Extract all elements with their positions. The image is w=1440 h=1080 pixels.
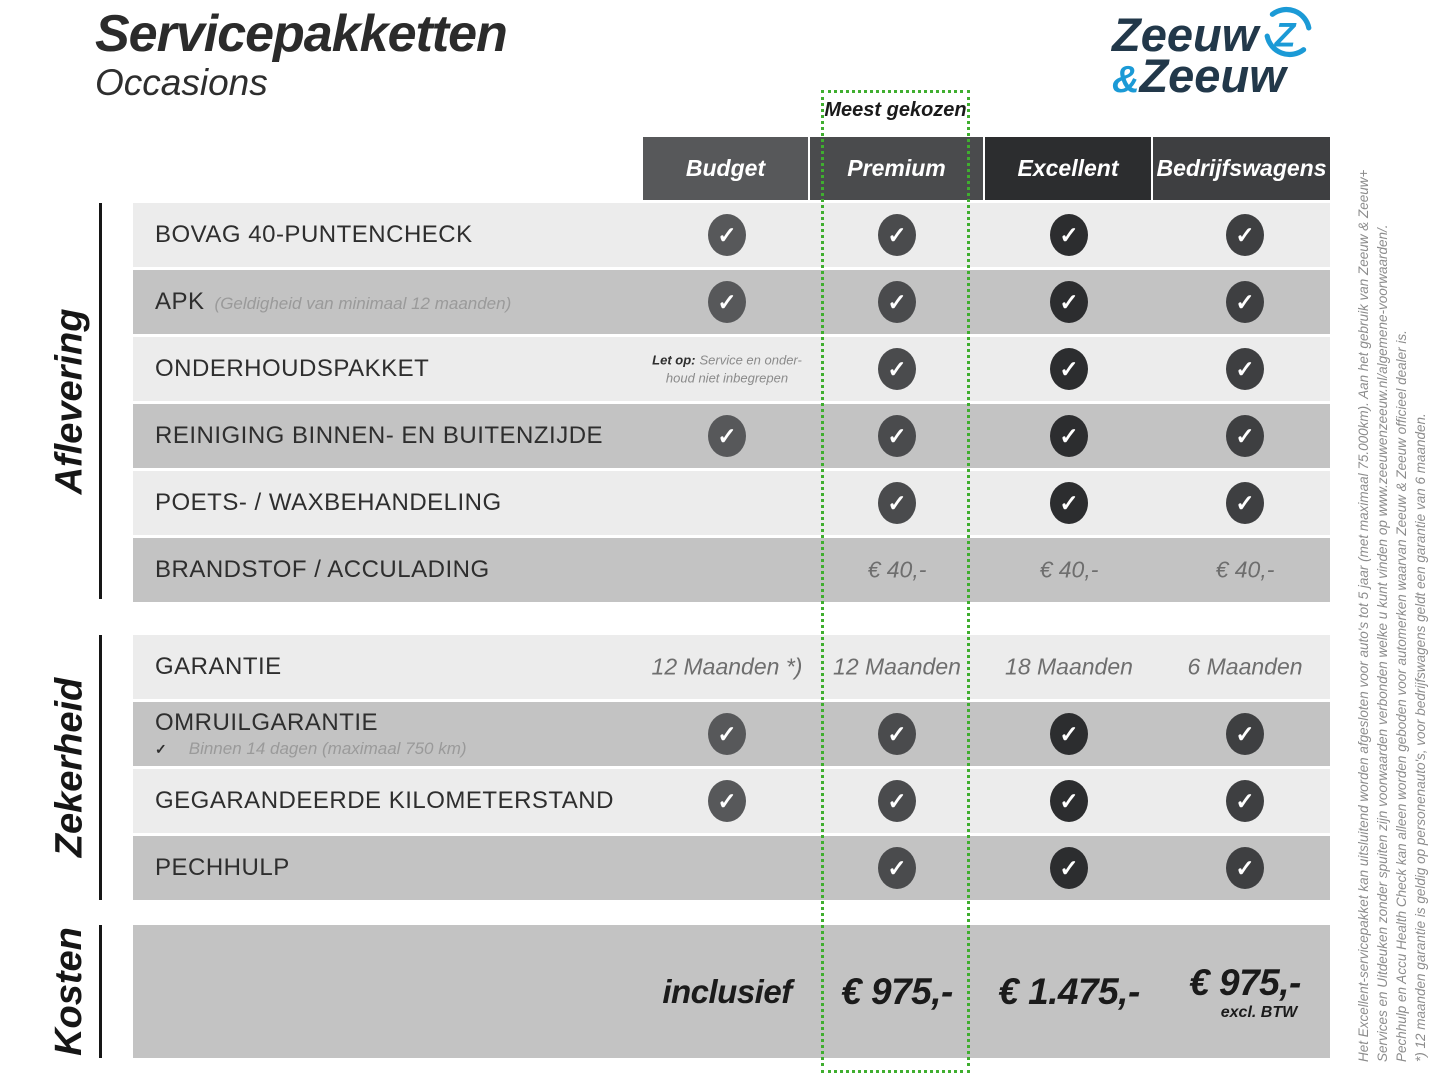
check-glyph: ✓ — [717, 422, 737, 449]
footer-price-value: € 975,- — [841, 970, 953, 1012]
check-icon — [708, 281, 746, 323]
check-glyph: ✓ — [1059, 720, 1079, 747]
section-aflevering-rows — [133, 203, 1330, 605]
check-glyph: ✓ — [887, 221, 907, 248]
check-icon — [1050, 415, 1088, 457]
cell-note-line1: Service en onder- — [699, 352, 802, 368]
check-glyph: ✓ — [887, 787, 907, 814]
footer-price — [998, 971, 1140, 1013]
column-header-label: Budget — [685, 155, 766, 181]
check-icon — [878, 415, 916, 457]
row-label — [155, 769, 614, 833]
row-label — [155, 270, 511, 334]
footer-price — [662, 973, 791, 1011]
column-header-label: Premium — [847, 155, 946, 181]
check-glyph: ✓ — [717, 720, 737, 747]
check-glyph: ✓ — [717, 288, 737, 315]
section-label-text: Aflevering — [48, 308, 91, 494]
section-zekerheid-rows — [133, 635, 1330, 903]
check-icon — [878, 713, 916, 755]
section-label — [40, 203, 102, 599]
most-chosen-label: Meest gekozen — [824, 99, 967, 121]
check-glyph: ✓ — [1059, 355, 1079, 382]
row-label — [155, 538, 490, 602]
check-icon — [1050, 780, 1088, 822]
check-icon — [1226, 482, 1264, 524]
check-glyph: ✓ — [887, 720, 907, 747]
cell-note-line2: houd niet inbegrepen — [665, 370, 789, 385]
check-icon — [708, 713, 746, 755]
table-row — [133, 203, 1330, 267]
table-row — [133, 538, 1330, 602]
table-row — [133, 404, 1330, 468]
check-icon — [878, 214, 916, 256]
check-icon — [878, 281, 916, 323]
check-icon — [1050, 281, 1088, 323]
row-label — [155, 203, 473, 267]
row-title: GARANTIE — [155, 653, 282, 680]
section-label-text: Kosten — [48, 927, 91, 1056]
row-label — [155, 404, 603, 468]
section-label — [40, 925, 102, 1058]
cell-value: € 40,- — [1215, 556, 1275, 583]
check-glyph: ✓ — [887, 355, 907, 382]
table-row — [133, 471, 1330, 535]
footer-price — [1189, 962, 1301, 1022]
kosten-band — [133, 925, 1330, 1058]
check-glyph: ✓ — [717, 787, 737, 814]
cell-note — [652, 351, 802, 386]
check-icon — [1226, 348, 1264, 390]
check-icon — [1226, 713, 1264, 755]
column-header-label: Excellent — [1017, 155, 1119, 181]
footer-price-value: inclusief — [662, 972, 792, 1010]
check-glyph: ✓ — [1235, 288, 1255, 315]
check-glyph: ✓ — [887, 422, 907, 449]
check-glyph: ✓ — [1059, 489, 1079, 516]
row-label — [155, 337, 429, 401]
disclaimer-line: Services en Uitdeuken zonder spuiten zijn voorwaarden verbonden welke u kunt vinden op www.zeeuwenzeeuw.nl/algemene-voorwaarden/. — [1375, 224, 1390, 1062]
check-icon — [1226, 214, 1264, 256]
row-title: GEGARANDEERDE KILOMETERSTAND — [155, 787, 614, 814]
check-icon — [708, 780, 746, 822]
table-row — [133, 337, 1330, 401]
check-glyph: ✓ — [1235, 422, 1255, 449]
row-sub-note: Binnen 14 dagen (maximaal 750 km) — [188, 739, 467, 758]
check-icon — [1226, 281, 1264, 323]
cell-value: € 40,- — [867, 556, 927, 583]
svg-text:Z: Z — [1274, 16, 1296, 55]
row-title: OMRUILGARANTIE — [155, 709, 379, 736]
row-title: PECHHULP — [155, 854, 290, 881]
check-icon — [1050, 348, 1088, 390]
row-label — [155, 471, 502, 535]
check-icon — [878, 482, 916, 524]
disclaimer-line: Het Excellent-servicepakket kan uitsluitend worden afgesloten voor auto's tot 5 jaar (met maximaal 75.000km). Aan het gebruik van Zeeuw & Zeeuw+ — [1356, 169, 1371, 1062]
row-label — [155, 836, 290, 900]
check-icon — [1050, 713, 1088, 755]
check-icon — [708, 214, 746, 256]
cell-value: € 40,- — [1039, 556, 1099, 583]
check-glyph: ✓ — [1235, 221, 1255, 248]
row-title: BOVAG 40-PUNTENCHECK — [155, 221, 473, 248]
disclaimer-line: Pechhulp en Accu Health Check kan alleen worden geboden voor automerken waarvan Zeeuw & Zeeuw officieel dealer is. — [1394, 330, 1409, 1062]
disclaimer-line: *) 12 maanden garantie is geldig op personenauto's, voor bedrijfswagens geldt een garantie van 6 maanden. — [1413, 413, 1428, 1062]
check-glyph: ✓ — [887, 288, 907, 315]
column-header-bedrijfswagens — [1153, 137, 1330, 200]
check-icon — [878, 847, 916, 889]
check-glyph: ✓ — [887, 854, 907, 881]
check-glyph: ✓ — [1059, 787, 1079, 814]
page-title: Servicepakketten — [95, 5, 507, 63]
cell-value: 12 Maanden *) — [651, 653, 803, 680]
small-check-icon: ✓ — [155, 741, 167, 757]
check-glyph: ✓ — [1235, 489, 1255, 516]
row-title: REINIGING BINNEN- EN BUITENZIJDE — [155, 422, 604, 449]
title-block — [95, 6, 507, 104]
check-glyph: ✓ — [1059, 854, 1079, 881]
check-glyph: ✓ — [1235, 720, 1255, 747]
check-icon — [1226, 415, 1264, 457]
table-row — [133, 836, 1330, 900]
cell-note-bold: Let op: — [652, 352, 696, 368]
check-glyph: ✓ — [1235, 355, 1255, 382]
logo-word-2: Zeeuw — [1139, 49, 1286, 102]
check-icon — [878, 780, 916, 822]
row-inline-note: (Geldigheid van minimaal 12 maanden) — [214, 294, 512, 313]
check-icon — [1050, 214, 1088, 256]
check-glyph: ✓ — [1059, 288, 1079, 315]
row-title: APK — [155, 288, 205, 315]
zeeuw-en-zeeuw-logo — [1112, 7, 1316, 102]
row-label — [155, 635, 282, 699]
footer-price-value: € 1.475,- — [998, 970, 1140, 1012]
check-glyph: ✓ — [1059, 221, 1079, 248]
column-header-excellent — [985, 137, 1151, 200]
table-row — [133, 769, 1330, 833]
row-label — [155, 702, 467, 766]
page-subtitle: Occasions — [95, 62, 268, 104]
table-row — [133, 635, 1330, 699]
footer-price-subnote: excl. BTW — [1220, 1003, 1298, 1021]
check-icon — [1226, 847, 1264, 889]
row-title: ONDERHOUDSPAKKET — [155, 355, 430, 382]
cell-value: 6 Maanden — [1187, 653, 1303, 680]
logo-ampersand: & — [1112, 59, 1140, 101]
table-row — [133, 270, 1330, 334]
check-icon — [1050, 847, 1088, 889]
row-title: BRANDSTOF / ACCULADING — [155, 556, 490, 583]
check-glyph: ✓ — [1059, 422, 1079, 449]
column-header-label: Bedrijfswagens — [1156, 155, 1327, 181]
check-icon — [1050, 482, 1088, 524]
check-glyph: ✓ — [1235, 787, 1255, 814]
check-icon — [878, 348, 916, 390]
check-icon — [708, 415, 746, 457]
column-header-budget — [643, 137, 808, 200]
column-header-premium — [810, 137, 983, 200]
footer-price — [841, 971, 953, 1013]
section-label-text: Zekerheid — [48, 677, 90, 858]
check-glyph: ✓ — [1235, 854, 1255, 881]
section-label — [40, 635, 102, 900]
cell-value: 12 Maanden — [833, 653, 961, 680]
table-row — [133, 702, 1330, 766]
row-title: POETS- / WAXBEHANDELING — [155, 489, 502, 516]
footer-price-value: € 975,- — [1189, 961, 1301, 1003]
check-glyph: ✓ — [717, 221, 737, 248]
check-glyph: ✓ — [887, 489, 907, 516]
logo-word-1: Zeeuw — [1112, 7, 1259, 61]
cell-value: 18 Maanden — [1005, 653, 1133, 680]
check-icon — [1226, 780, 1264, 822]
legal-disclaimer — [1354, 124, 1430, 1062]
